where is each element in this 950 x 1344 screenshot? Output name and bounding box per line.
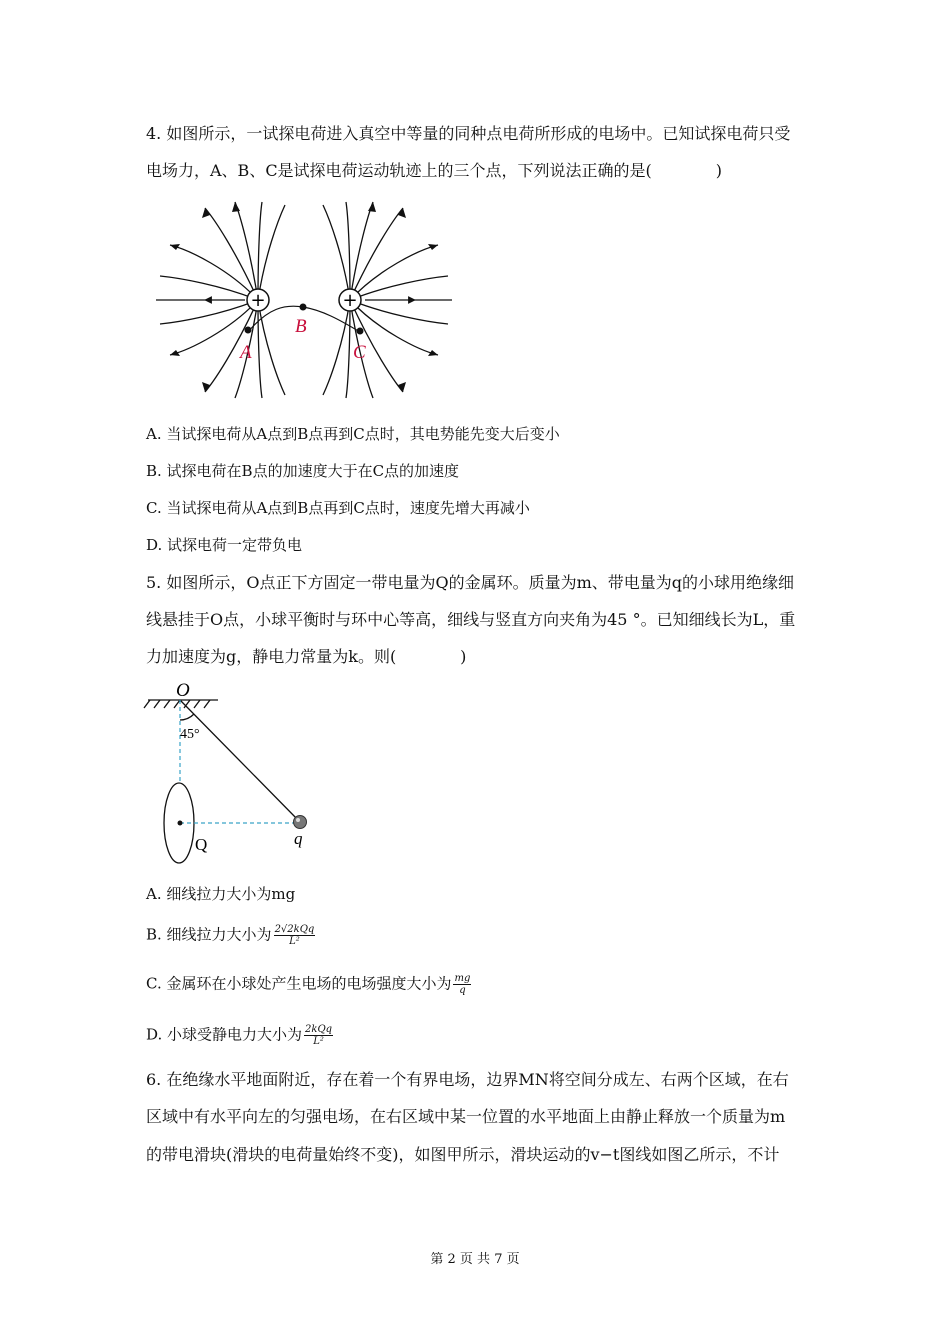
q6-line-3: 的带电滑块(滑块的电荷量始终不变)，如图甲所示，滑块运动的v−t图线如图乙所示，不计 — [146, 1145, 780, 1164]
q6-line-1: 6. 在绝缘水平地面附近，存在着一个有界电场，边界MN将空间分成左、右两个区域，在右 — [146, 1070, 789, 1089]
point-a-label: A — [240, 342, 252, 363]
q5-line-1: 5. 如图所示，O点正下方固定一带电量为Q的金属环。质量为m、带电量为q的小球用绝缘细 — [146, 573, 795, 592]
q5-option-d: D. 小球受静电力大小为 $\frac{\text{2kQq}}{\text{L²}}$ — [146, 1024, 333, 1047]
svg-text:+: + — [342, 290, 358, 311]
angle-label: 45° — [180, 727, 200, 742]
q4-line-2: 电场力，A、B、C是试探电荷运动轨迹上的三个点，下列说法正确的是( ) — [146, 161, 723, 180]
q5-line-3: 力加速度为g，静电力常量为k。则( ) — [146, 647, 467, 666]
q4-option-c: C. 当试探电荷从A点到B点再到C点时，速度先增大再减小 — [146, 499, 530, 517]
option-d-fraction: $\frac{\text{2kQq}}{\text{L²}}$ — [305, 1024, 333, 1047]
point-c-label: C — [353, 342, 366, 363]
q4-option-a: A. 当试探电荷从A点到B点再到C点时，其电势能先变大后变小 — [146, 425, 560, 443]
option-c-fraction: $\frac{mg}{q}$ — [454, 973, 471, 996]
q5-option-c: C. 金属环在小球处产生电场的电场强度大小为 $\frac{mg}{q}$ — [146, 973, 471, 996]
q5-option-a: A. 细线拉力大小为mg — [146, 885, 296, 903]
point-o-label: O — [176, 680, 190, 701]
option-b-fraction: $\frac{\text{2√2kQq}}{\text{L²}}$ — [274, 924, 315, 947]
q4-option-b: B. 试探电荷在B点的加速度大于在C点的加速度 — [146, 462, 460, 480]
field-lines-figure — [150, 200, 460, 400]
q4-line-1: 4. 如图所示，一试探电荷进入真空中等量的同种点电荷所形成的电场中。已知试探电荷只受 — [146, 124, 791, 143]
q5-line-2: 线悬挂于O点，小球平衡时与环中心等高，细线与竖直方向夹角为45 °。已知细线长为L，重 — [146, 610, 796, 629]
q5-option-b: B. 细线拉力大小为 $\frac{\text{2√2kQq}}{\text{L²}}$ — [146, 924, 315, 947]
svg-text:+: + — [250, 290, 266, 311]
q6-line-2: 区域中有水平向左的匀强电场，在右区域中某一位置的水平地面上由静止释放一个质量为m — [146, 1107, 786, 1126]
ring-charge-label: Q — [195, 835, 208, 854]
ball-charge-label: q — [294, 829, 303, 848]
page-footer: 第 2 页 共 7 页 — [430, 1252, 520, 1267]
pendulum-ring-figure — [140, 680, 340, 870]
point-b-label: B — [295, 316, 307, 337]
q4-option-d: D. 试探电荷一定带负电 — [146, 536, 303, 554]
